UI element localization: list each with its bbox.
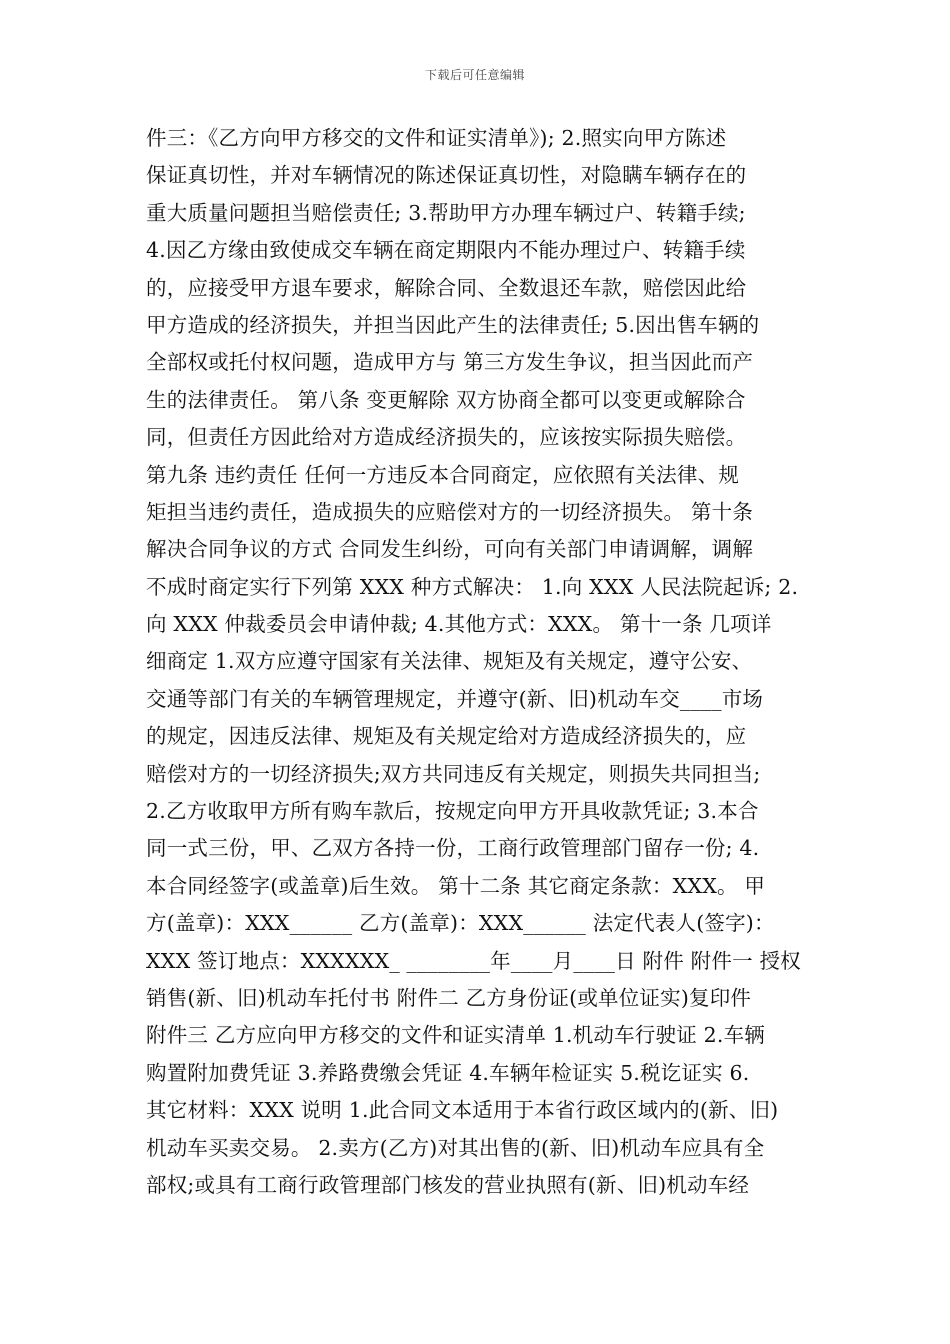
text-line: 不成时商定实行下列第 XXX 种方式解决： 1.向 XXX 人民法院起诉; 2. [146,574,799,599]
text-line: 赔偿对方的一切经济损失;双方共同违反有关规定，则损失共同担当; [146,761,761,786]
text-line: 重大质量问题担当赔偿责任; 3.帮助甲方办理车辆过户、转籍手续; [146,200,746,225]
text-line: 向 XXX 仲裁委员会申请仲裁; 4.其他方式：XXX。 第十一条 几项详 [146,612,772,637]
text-line: 件三：《乙方向甲方移交的文件和证实清单》); 2.照实向甲方陈述 [146,126,727,150]
text-line: 同，但责任方因此给对方造成经济损失的，应该按实际损失赔偿。 [146,425,747,450]
text-line: 第九条 违约责任 任何一方违反本合同商定，应依照有关法律、规 [146,462,740,487]
text-line: 本合同经签字(或盖章)后生效。 第十二条 其它商定条款：XXX。 甲 [146,873,766,898]
text-line: 销售(新、旧)机动车托付书 附件二 乙方身份证(或单位证实)复印件 [146,985,752,1010]
text-line: XXX 签订地点：XXXXXX_ ________年____月____日 附件 附件一 授权 [146,948,801,973]
text-line: 同一式三份，甲、乙双方各持一份，工商行政管理部门留存一份; 4. [146,836,760,861]
header-note: 下载后可任意编辑 [424,68,525,82]
text-line: 的，应接受甲方退车要求，解除合同、全数退还车款，赔偿因此给 [146,275,747,300]
text-line: 解决合同争议的方式 合同发生纠纷，可向有关部门申请调解，调解 [146,537,754,562]
text-line: 全部权或托付权问题，造成甲方与 第三方发生争议，担当因此而产 [146,350,754,375]
text-line: 甲方造成的经济损失，并担当因此产生的法律责任; 5.因出售车辆的 [146,312,760,337]
text-line: 其它材料：XXX 说明 1.此合同文本适用于本省行政区域内的(新、旧) [146,1098,779,1123]
text-line: 机动车买卖交易。 2.卖方(乙方)对其出售的(新、旧)机动车应具有全 [146,1135,765,1160]
text-line: 方(盖章)：XXX______ 乙方(盖章)：XXX______ 法定代表人(签字)： [146,911,775,936]
text-line: 矩担当违约责任，造成损失的应赔偿对方的一切经济损失。 第十条 [146,499,754,524]
document-body [146,120,818,1204]
text-line: 购置附加费凭证 3.养路费缴会凭证 4.车辆年检证实 5.税讫证实 6. [146,1060,750,1085]
text-line: 附件三 乙方应向甲方移交的文件和证实清单 1.机动车行驶证 2.车辆 [146,1023,765,1048]
text-line: 生的法律责任。 第八条 变更解除 双方协商全都可以变更或解除合 [146,387,746,412]
text-line: 部权;或具有工商行政管理部门核发的营业执照有(新、旧)机动车经 [146,1172,750,1197]
text-line: 4.因乙方缘由致使成交车辆在商定期限内不能办理过户、转籍手续 [146,238,746,263]
text-line: 2.乙方收取甲方所有购车款后，按规定向甲方开具收款凭证; 3.本合 [146,799,759,824]
text-line: 细商定 1.双方应遵守国家有关法律、规矩及有关规定，遵守公安、 [146,649,753,674]
text-line: 交通等部门有关的车辆管理规定，并遵守(新、旧)机动车交____市场 [146,686,764,711]
text-line: 的规定，因违反法律、规矩及有关规定给对方造成经济损失的，应 [146,724,747,749]
text-line: 保证真切性，并对车辆情况的陈述保证真切性，对隐瞒车辆存在的 [146,163,747,188]
